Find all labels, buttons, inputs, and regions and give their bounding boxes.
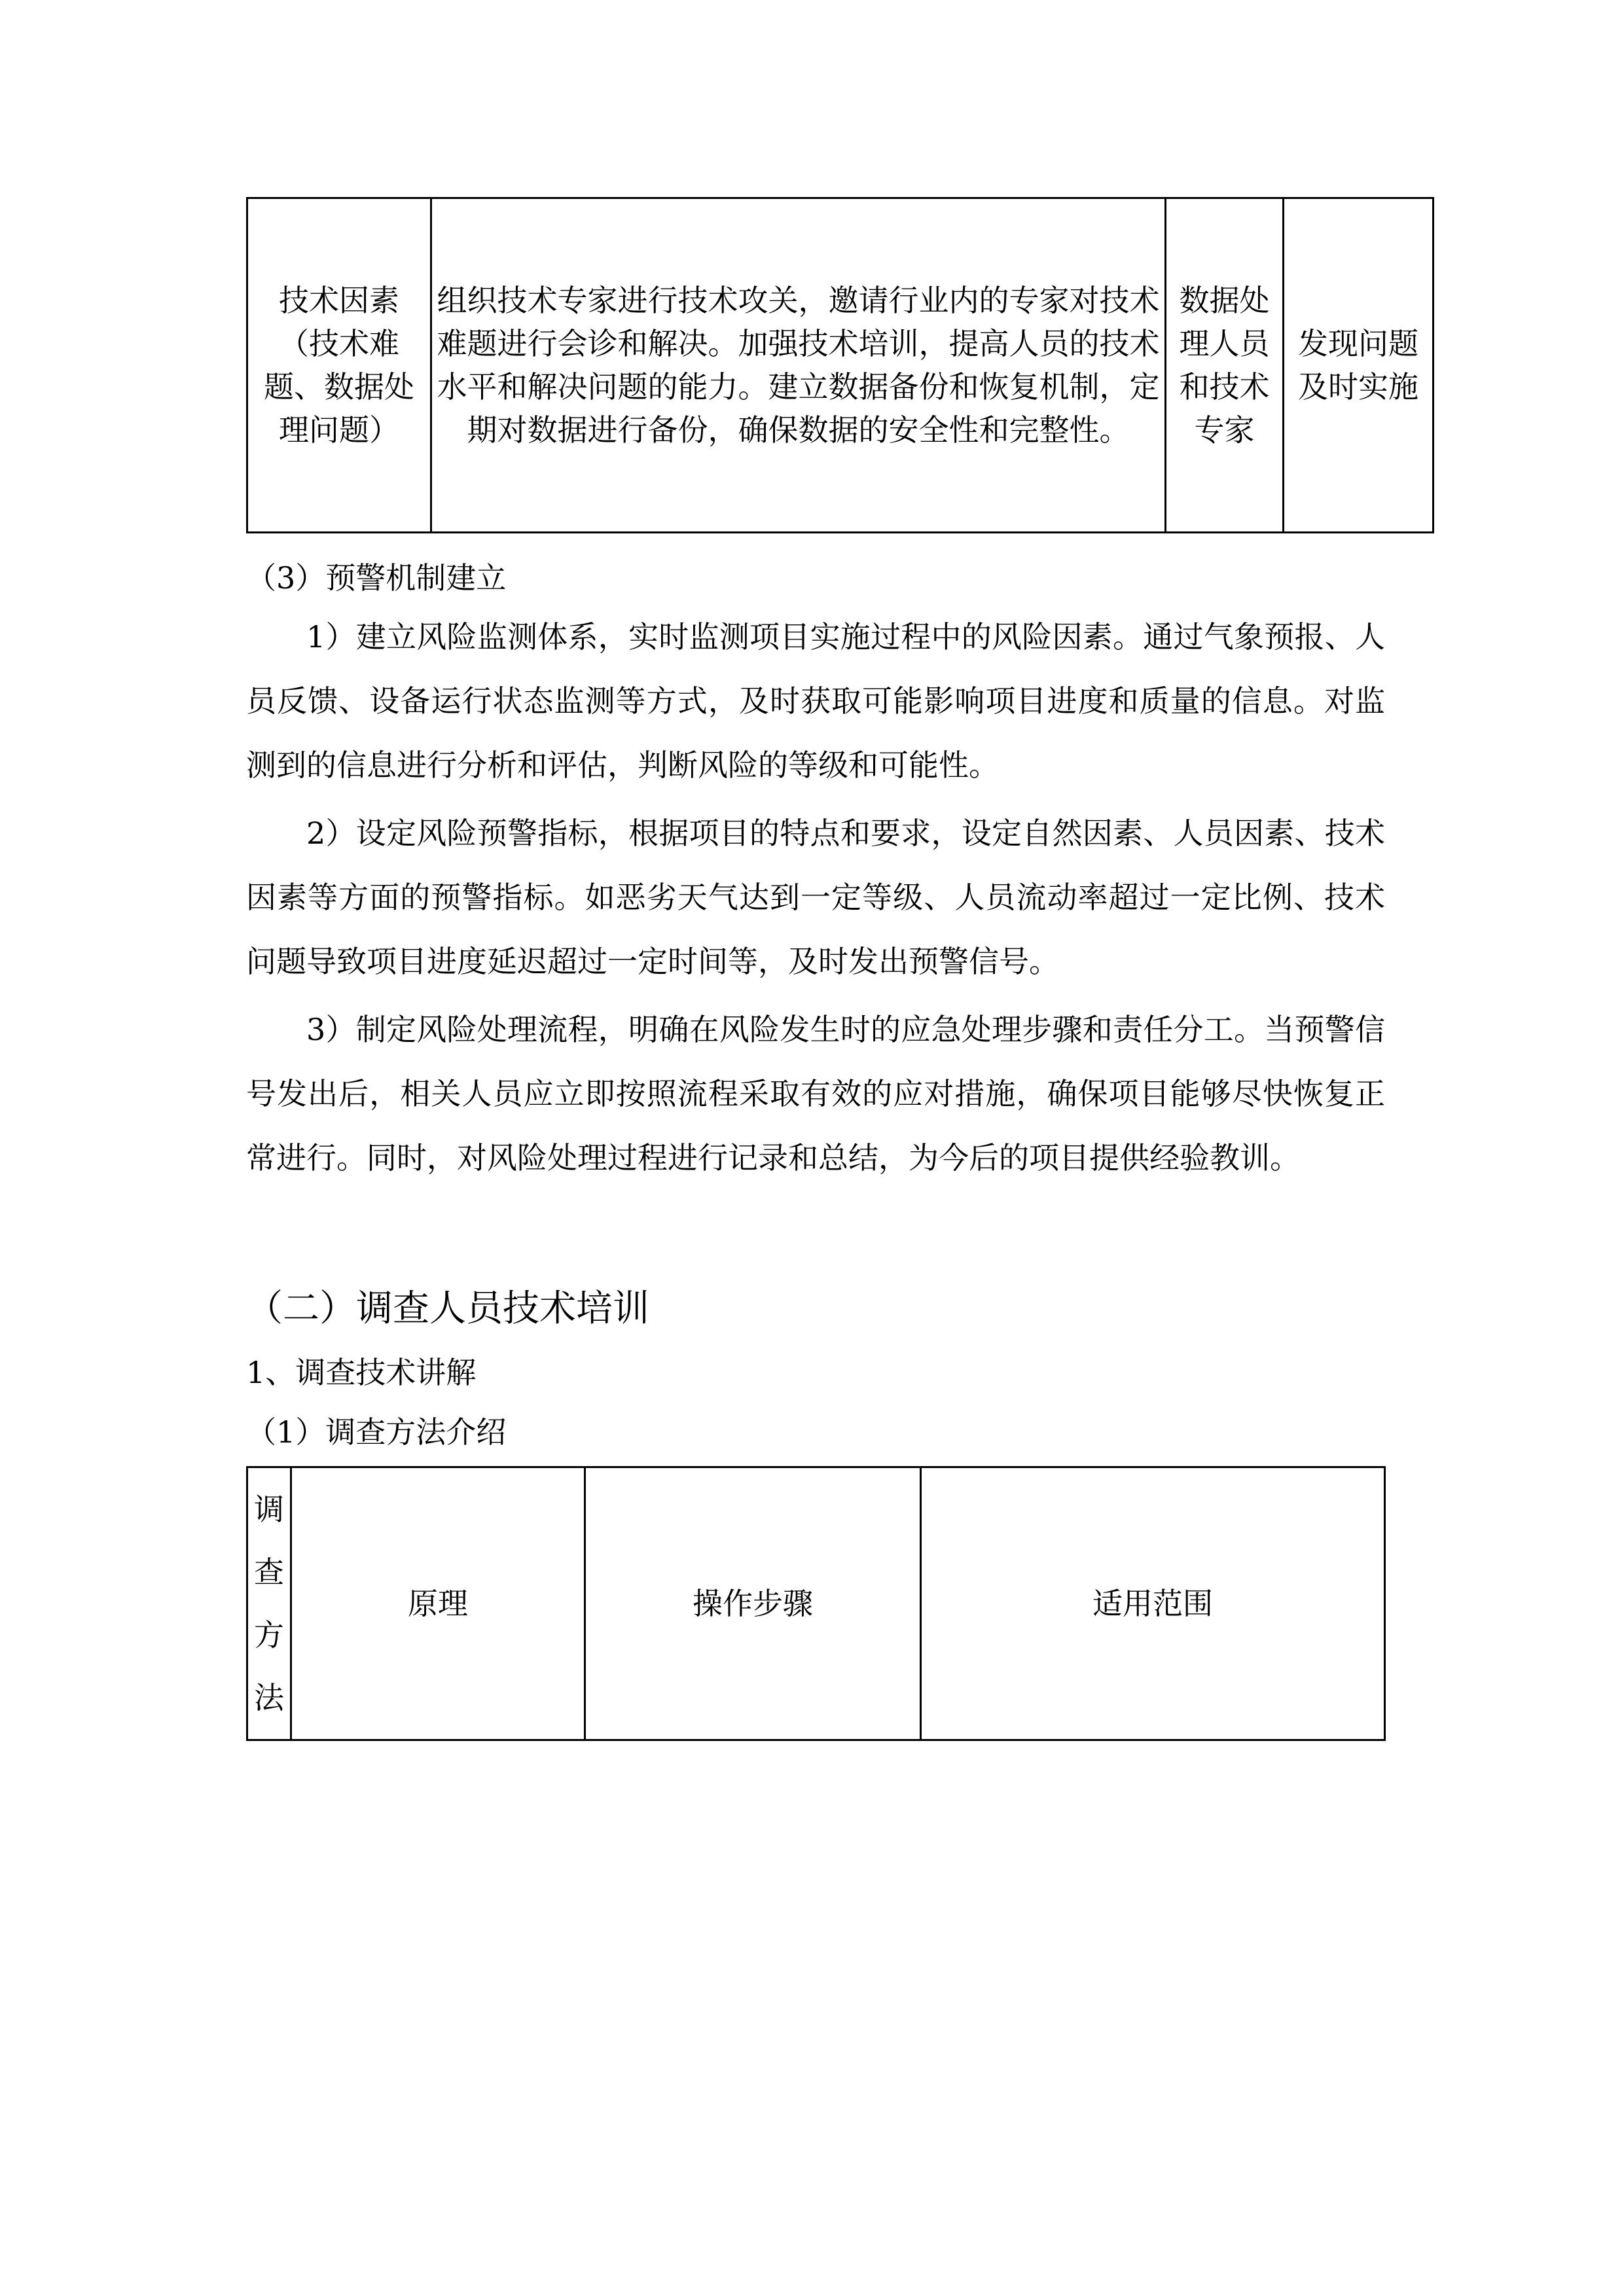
warning-paragraph-1: 1）建立风险监测体系，实时监测项目实施过程中的风险因素。通过气象预报、人员反馈、设备运行状态监测等方式，及时获取可能影响项目进度和质量的信息。对监测到的信息进行分析和评估，判断风险的等级和可能性。 xyxy=(246,619,1385,783)
risk-factor-cell: 技术因素（技术难题、数据处理问题） xyxy=(247,198,431,533)
column-header-principle: 原理 xyxy=(291,1467,585,1740)
warning-mechanism-heading: （3）预警机制建立 xyxy=(246,560,507,596)
timing-cell: 发现问题及时实施 xyxy=(1284,198,1434,533)
section-title-training: （二）调查人员技术培训 xyxy=(246,1287,649,1330)
warning-paragraph-3: 3）制定风险处理流程，明确在风险发生时的应急处理步骤和责任分工。当预警信号发出后，相关人员应立即按照流程采取有效的应对措施，确保项目能够尽快恢复正常进行。同时，对风险处理过程进行记录和总结，为今后的项目提供经验教训。 xyxy=(246,1012,1385,1175)
subsection-title-tech-explanation: 1、调查技术讲解 xyxy=(246,1355,477,1390)
column-header-steps: 操作步骤 xyxy=(585,1467,921,1740)
column-header-scope: 适用范围 xyxy=(921,1467,1385,1740)
table-row xyxy=(247,198,1434,533)
responsible-party-cell: 数据处理人员和技术专家 xyxy=(1166,198,1284,533)
table-header-row xyxy=(247,1467,1385,1740)
risk-measures-table xyxy=(246,197,1434,533)
survey-methods-table xyxy=(246,1466,1386,1741)
column-header-method: 调查方法 xyxy=(247,1467,291,1740)
subsection-title-method-intro: （1）调查方法介绍 xyxy=(246,1414,507,1450)
warning-paragraph-2: 2）设定风险预警指标，根据项目的特点和要求，设定自然因素、人员因素、技术因素等方面的预警指标。如恶劣天气达到一定等级、人员流动率超过一定比例、技术问题导致项目进度延迟超过一定时间等，及时发出预警信号。 xyxy=(246,816,1385,979)
risk-measures-cell: 组织技术专家进行技术攻关，邀请行业内的专家对技术难题进行会诊和解决。加强技术培训，提高人员的技术水平和解决问题的能力。建立数据备份和恢复机制，定期对数据进行备份，确保数据的安全性和完整性。 xyxy=(431,198,1166,533)
